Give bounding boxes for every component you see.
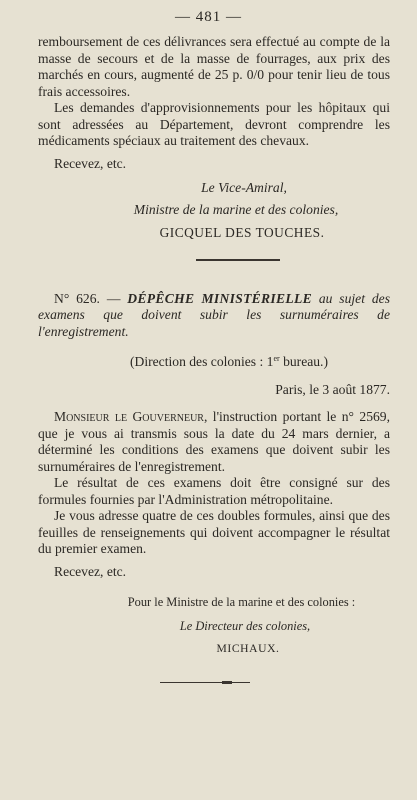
dispatch-subject: au sujet des examens que doivent subir les surnuméraires de l'enregistrement. [38,290,390,339]
signature2-name: MICHAUX. [216,642,280,655]
paragraph-results: Le résultat de ces examens doit être consigné sur des formules fournies par l'Administration métropolitaine. [38,475,390,507]
dispatch-type: DÉPÊCHE MINISTÉRIELLE [127,290,312,306]
signature2-title: Le Directeur des colonies, [179,618,311,633]
page-number: — 481 — [175,9,242,25]
signature-title: Le Vice-Amiral, [201,180,287,195]
section-divider [196,259,280,261]
direction-line: (Direction des colonies : 1er bureau.) [130,354,328,369]
closing-formula-2: Recevez, etc. [54,563,127,579]
dispatch-heading [38,291,390,341]
place-date: Paris, le 3 août 1877. [275,381,390,397]
signature-office: Ministre de la marine et des colonies, [133,201,339,217]
paragraph-hospital-requests: Les demandes d'approvisionnements pour les hôpitaux qui sont adressées au Département, devront comprendre les médicaments spéciaux au traitement des chevaux. [38,100,390,148]
dispatch-dash: — [99,290,128,306]
page-body [38,34,390,683]
paragraph-continuation: remboursement de ces délivrances sera effectué au compte de la masse de secours et de la masse de fourrages, aux prix des marchés en cours, augmenté de 25 p. 0/0 pour tenir lieu de tous frais accessoires. [38,34,390,99]
paragraph-forms: Je vous adresse quatre de ces doubles formules, ainsi que des feuilles de renseignements qui doivent accompagner le résultat du premier examen. [38,508,390,556]
closing-formula: Recevez, etc. [54,155,127,171]
end-divider [160,682,250,683]
dispatch-number: N° 626. [54,290,100,306]
salutation: Monsieur le Gouverneur, [54,409,208,424]
signature2-for: Pour le Ministre de la marine et des colonies : [127,595,356,609]
signature-name: GICQUEL DES TOUCHES. [159,225,325,240]
paragraph-instruction: Monsieur le Gouverneur, l'instruction portant le n° 2569, que je vous ai transmis sous la date du 24 mars dernier, a déterminé les conditions des examens que doivent subir les surnuméraires de l'enregistrement. [38,409,390,474]
